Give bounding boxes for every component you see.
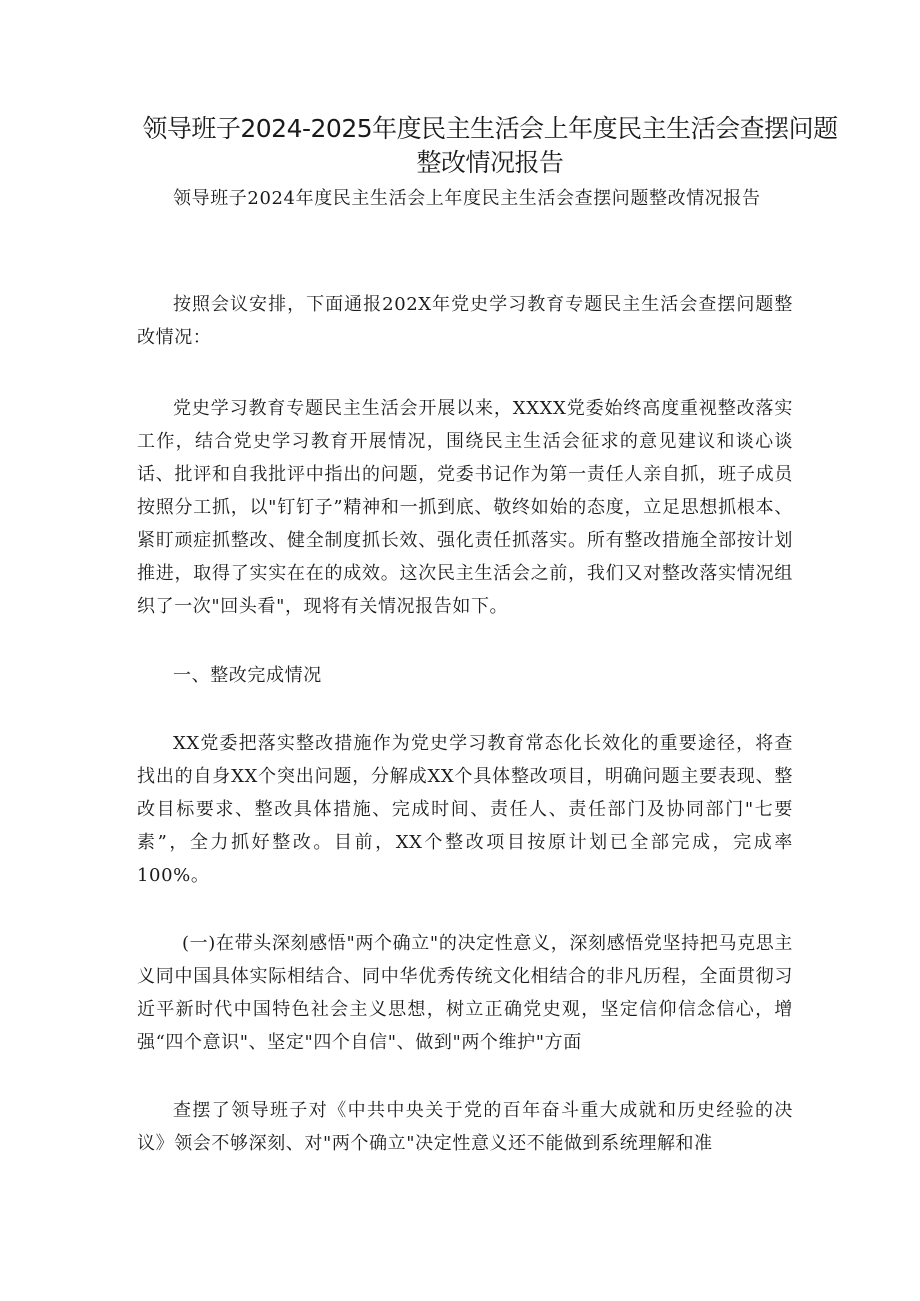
subsection-1-paragraph: 查摆了领导班子对《中共中央关于党的百年奋斗重大成就和历史经验的决议》领会不够深刻、对"两个确立"决定性意义还不能做到系统理解和准 xyxy=(137,1100,793,1154)
subtitle-paragraph: 领导班子2024年度民主生活会上年度民主生活会查摆问题整改情况报告 xyxy=(173,188,761,209)
section-heading-1: 一、整改完成情况 xyxy=(173,665,322,686)
document-title: 领导班子2024-2025年度民主生活会上年度民主生活会查摆问题整改情况报告 xyxy=(142,114,838,177)
subsection-heading-1: (一)在带头深刻感悟"两个确立"的决定性意义，深刻感悟党坚持把马克思主义同中国具体实际相结合、同中华优秀传统文化相结合的非凡历程，全面贯彻习近平新时代中国特色社会主义思想，树立正确党史观，坚定信仰信念信心，增强“四个意识"、坚定"四个自信"、做到"两个维护"方面 xyxy=(137,933,793,1053)
section-1-paragraph: XX党委把落实整改措施作为党史学习教育常态化长效化的重要途径，将查找出的自身XX个突出问题，分解成XX个具体整改项目，明确问题主要表现、整改目标要求、整改具体措施、完成时间、责任人、责任部门及协同部门"七要素”，全力抓好整改。目前，XX个整改项目按原计划已全部完成，完成率100%。 xyxy=(137,733,793,886)
overview-paragraph: 党史学习教育专题民主生活会开展以来，XXXX党委始终高度重视整改落实工作，结合党史学习教育开展情况，围绕民主生活会征求的意见建议和谈心谈话、批评和自我批评中指出的问题，党委书记作为第一责任人亲自抓，班子成员按照分工抓，以"钉钉子”精神和一抓到底、敬终如始的态度，立足思想抓根本、紧盯顽症抓整改、健全制度抓长效、强化责任抓落实。所有整改措施全部按计划推进，取得了实实在在的成效。这次民主生活会之前，我们又对整改落实情况组织了一次"回头看"，现将有关情况报告如下。 xyxy=(137,398,793,617)
intro-paragraph: 按照会议安排，下面通报202X年党史学习教育专题民主生活会查摆问题整改情况： xyxy=(137,294,793,348)
